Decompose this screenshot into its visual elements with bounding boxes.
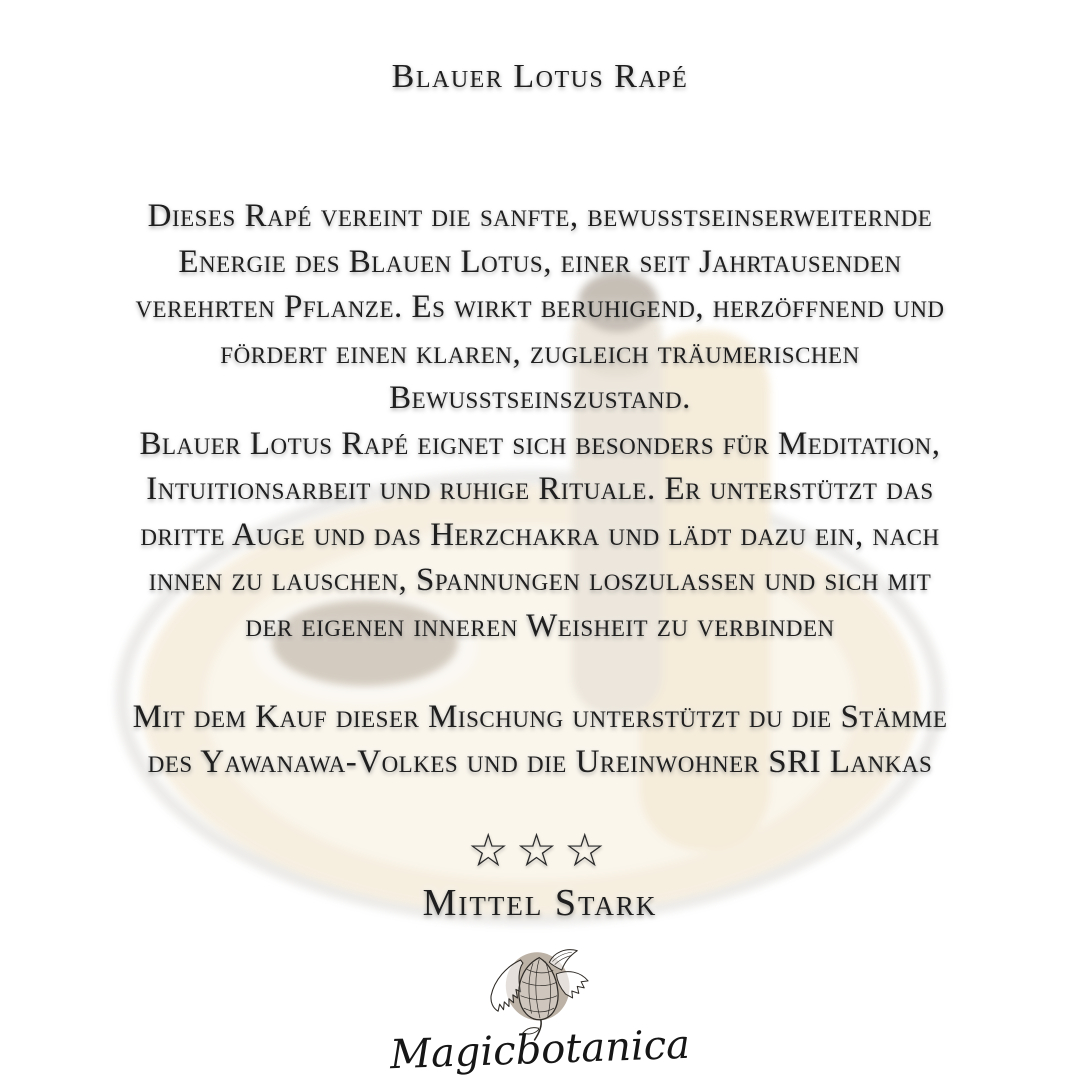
- description-line: der eigenen inneren Weisheit zu verbinden: [245, 607, 835, 644]
- description-line: Intuitionsarbeit und ruhige Rituale. Er unterstützt das: [146, 471, 934, 507]
- strength-stars-icon: ☆☆☆: [467, 823, 613, 877]
- description-line: des Yawanawa-Volkes und die Ureinwohner SRI Lankas: [147, 744, 933, 780]
- strength-label: Mittel Stark: [422, 882, 658, 924]
- brand-name: Magicbotanica: [389, 1021, 691, 1079]
- product-description: [0, 194, 1080, 786]
- description-line: fördert einen klaren, zugleich träumerischen: [220, 334, 860, 371]
- description-line: Dieses Rapé vereint die sanfte, bewusstseinserweiternde: [147, 198, 933, 234]
- description-line-spacer: [0, 649, 1080, 695]
- page-title: Blauer Lotus Rapé: [391, 58, 689, 95]
- description-line: innen zu lauschen, Spannungen loszulassen und sich mit: [148, 562, 932, 598]
- description-line: Mit dem Kauf dieser Mischung unterstützt du die Stämme: [132, 698, 948, 735]
- description-line: Energie des Blauen Lotus, einer seit Jahrtausenden: [178, 243, 902, 280]
- description-line: dritte Auge und das Herzchakra und lädt dazu ein, nach: [140, 516, 940, 553]
- brand-logo: [0, 946, 1080, 1079]
- description-line: verehrten Pflanze. Es wirkt beruhigend, herzöffnend und: [135, 289, 945, 325]
- description-line: Bewusstseinszustand.: [389, 380, 691, 416]
- description-line: Blauer Lotus Rapé eignet sich besonders für Meditation,: [139, 425, 941, 462]
